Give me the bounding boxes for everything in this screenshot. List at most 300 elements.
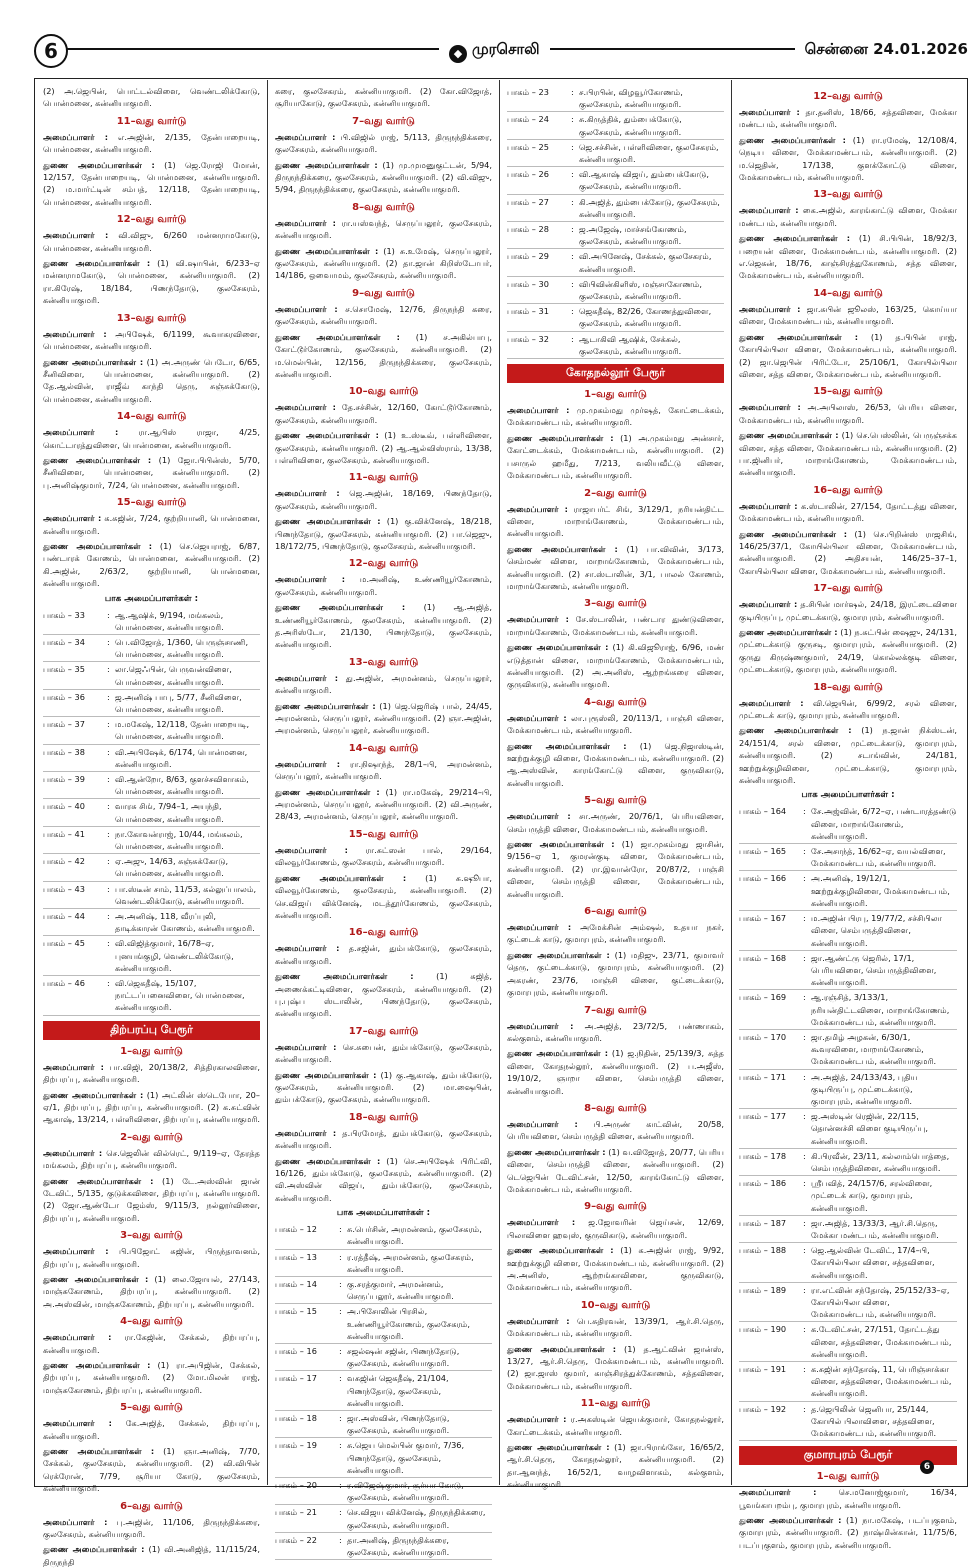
organizer-entry <box>507 1047 724 1097</box>
organizer-entry <box>275 515 492 552</box>
booth-row <box>43 690 260 717</box>
organizer-details: (1) ரா.மகேஷ், 29/214–பி, அரமன்னம், செருப்பலூர், கன்னியாகுமரி. (2) வி.அருண், 28/43, அரமன்னம், செருப்பலூர், கன்னியாகுமரி. <box>275 786 492 822</box>
organizer-entry <box>507 1118 724 1143</box>
organizer-details: (1) ஆ.அஜித், உண்ணியூர்கோணம், குலசேகரம், கன்னியாகுமரி. (2) த.அரிஸ்டோ, 21/130, பிணந்தோடு, குலசேகரம், கன்னியாகுமரி. <box>275 602 492 650</box>
role-label: அமைப்பாளர் : <box>275 303 338 314</box>
booth-number: பாகம் – 18 <box>275 1413 317 1424</box>
role-label: துணை அமைப்பாளர்கள் : <box>275 245 379 256</box>
booth-separator: : <box>107 938 110 949</box>
organizer-entry <box>507 1343 724 1393</box>
organizer-details: கரை, குலசேகரம், கன்னியாகுமரி. (2) கோ.விஜோத், சூரியாகோடு, குலசேகரம், கன்னியாகுமரி. <box>275 86 492 109</box>
booth-row <box>275 1411 492 1438</box>
ward-heading: 1–வது வார்டு <box>816 1471 880 1483</box>
organizer-entry <box>275 331 492 381</box>
organizer-entry <box>275 131 492 156</box>
role-label: துணை அமைப்பாளர்கள் : <box>739 134 846 145</box>
organizer-details: (1) நா.மகேஷ், படப்புகுளம், குமாரபுரம், கன்னியாகுமரி. (2) நாஷ்மின்கான், 11/75/6, படப்புகுளம், குமாரபுரம், கன்னியாகுமரி. <box>739 1515 957 1550</box>
organizer-entry <box>43 1245 260 1270</box>
organizer-entry <box>275 429 492 466</box>
booth-row <box>739 1243 957 1283</box>
booth-separator: : <box>571 251 574 262</box>
organizer-entry <box>507 1216 724 1241</box>
ward-heading: 10–வது வார்டு <box>580 1299 651 1311</box>
booth-organizer: க.டேவிட்சன், 27/151, தோட்டத்து விளை, சத்தவிளை, மேக்காமண்டபம், கன்னியாகுமரி. <box>811 1324 952 1359</box>
role-label: அமைப்பாளர் : <box>43 328 107 339</box>
role-label: துணை அமைப்பாளர்கள் : <box>43 1446 155 1457</box>
organizer-entry <box>43 540 260 590</box>
organizer-entry <box>739 1486 957 1511</box>
ward-heading: 14–வது வார்டு <box>116 411 187 423</box>
ward-heading: 3–வது வார்டு <box>584 598 647 610</box>
booth-number: பாகம் – 31 <box>507 306 549 317</box>
organizer-entry <box>43 454 260 491</box>
booth-row <box>275 1533 492 1560</box>
organizer-details: த.பிரமோத், தும்பக்கோடு, குலசேகரம், கன்னியாகுமரி. <box>275 1127 492 1151</box>
organizer-details: (1) சு.உமேஷ், செருப்பலூர், குலசேகரம், கன்னியாகுமரி. (2) தா.ஜான் கிறிஸ்டோபர், 14/186, ஒவைாமம், குலசேகரம், கன்னியாகுமரி. <box>275 245 492 281</box>
ward-heading: 17–வது வார்டு <box>813 583 883 595</box>
booth-row <box>507 277 724 304</box>
booth-organizer: அ.அனிஷ், 118, வீரப்புலி, தாடிக்காரன் கோணம், கன்னியாகுமரி. <box>115 911 255 934</box>
booth-organizer: நா.கோவன்ராஜ், 10/44, மங்கலம், பொன்மனை, கன்னியாகுமரி. <box>115 828 243 852</box>
booth-separator: : <box>571 278 574 289</box>
booth-row <box>739 1030 957 1070</box>
ward-heading: 9–வது வார்டு <box>584 1201 647 1213</box>
booth-row <box>507 112 724 139</box>
booth-separator: : <box>107 719 110 730</box>
organizer-entry <box>275 672 492 697</box>
booth-organizer: ஜ.அஜேஷ், மாச்சங்கோணம், குலசேகரம், கன்னியாகுமரி. <box>579 224 687 247</box>
role-label: துணை அமைப்பாளர்கள் : <box>275 971 414 982</box>
organizer-entry <box>507 949 724 999</box>
organizer-details: சா.அருண், 20/76/1, பெரியவிளை, செம்பருத்தி விளை, மேக்காமண்டபம், கன்னியாகுமரி. <box>507 811 724 834</box>
booth-separator: : <box>107 883 110 894</box>
booth-row <box>43 635 260 662</box>
organizer-details: கே.அஜித், சேக்கல், திற்பரப்பு, கன்னியாகுமரி. <box>43 1418 260 1441</box>
booth-number: பாகம் – 186 <box>739 1178 787 1189</box>
booth-separator: : <box>107 746 110 757</box>
booth-number: பாகம் – 35 <box>43 664 85 675</box>
paper-name <box>439 34 550 64</box>
organizer-entry <box>739 232 957 282</box>
organizer-entry <box>43 1445 260 1495</box>
booth-row <box>43 717 260 744</box>
booth-organizer: வி.அபிஷேக், 6/174, பொன்மனை, கன்னியாகுமரி. <box>115 746 248 769</box>
booth-number: பாகம் – 187 <box>739 1217 787 1228</box>
booth-separator: : <box>107 801 110 812</box>
booth-separator: : <box>803 873 806 884</box>
organizer-details: (1) ச.அகில்பாபு, கோட்டூர்கோணம், குலசேகரம், கன்னியாகுமரி. (2) ம.மெல்பின், 12/156, திருநந்திக்கரை, குலசேகரம், கன்னியாகுமரி. <box>275 331 493 379</box>
organizer-entry <box>507 432 724 482</box>
booth-row <box>739 1070 957 1110</box>
ward-heading: 8–வது வார்டு <box>584 1102 647 1114</box>
role-label: துணை அமைப்பாளர்கள் : <box>739 627 838 637</box>
booth-organizer: ஸ்ரீபவித், 24/157/6, சரல்விளை, முட்டைக் காடு, குமாரபுரம், கன்னியாகுமரி. <box>811 1178 933 1213</box>
booth-row <box>739 1176 957 1216</box>
booth-organizer: ஜா.அஜித், 13/33/3, ஆர்.சி.தெரு, மேக்கா மண்டபம், கன்னியாகுமரி. <box>811 1217 939 1240</box>
organizer-details: செ.ஜெலின் வில்ரெட், 9/119–ஏ, தேரத்த மங்கலம், திற்பரப்பு, கன்னியாகுமரி. <box>43 1147 260 1171</box>
role-label: அமைப்பாளர் : <box>739 1487 817 1498</box>
booth-row <box>275 1344 492 1371</box>
booth-organizer: பெ.விஜோத், 1/360, பெருஞ்சாணி, பொன்மனை, கன்னியாகுமரி. <box>115 637 249 660</box>
organizer-entry <box>275 844 492 869</box>
booth-separator: : <box>107 978 110 989</box>
booth-separator: : <box>339 1279 342 1290</box>
booth-row <box>43 882 260 909</box>
role-label: அமைப்பாளர் : <box>275 131 336 142</box>
organizer-entry <box>739 331 957 381</box>
organizer-entry <box>507 613 724 638</box>
booth-separator: : <box>803 913 806 924</box>
booth-number: பாகம் – 32 <box>507 333 549 344</box>
organizer-details: (1) கு.ஆகாஷ், தும்பக்கோடு, குலசேகரம், கன்னியாகுமரி. (2) மா.ஷைபின், தும்பக்கோடு, குலசேகரம், கன்னியாகுமரி. <box>275 1069 492 1105</box>
organizer-details: (1) வி.ஷாபின், 6/233–ஏ மன்னராமகோடு, பொன்மனை, கன்னியாகுமரி. (2) ரா.கிரேஷ், 18/184, பிணந்தோடு, குலசேகரம், கன்னியாகுமரி. <box>43 258 260 306</box>
role-label: துணை அமைப்பாளர்கள் : <box>739 331 858 342</box>
booth-organizer: ஜா.தமிழ் அழகன், 6/30/1, கூவரவிளை, மாறாங்கோணம், மேக்காமண்டபம், கன்னியாகுமரி. <box>811 1031 937 1067</box>
organizer-details: ச.சொமேஷ், 12/76, திருநந்தி கரை, குலசேகரம், கன்னியாகுமரி. <box>275 303 492 327</box>
booth-row <box>275 1371 492 1411</box>
booth-organizer: செ.விஜய விக்னேஷ், திருநந்திக்கரை, குலசேகரம், கன்னியாகுமரி. <box>347 1507 486 1530</box>
organizer-entry <box>507 1315 724 1340</box>
booth-separator: : <box>339 1373 342 1384</box>
organizer-entry <box>43 356 260 406</box>
organizer-details: (1) ஜெ.ரோஜி மோன், 12/157, தேன்பாறையடி, பொன்மனை, கன்னியாகுமரி. (2) ம.மார்ட்டின் சம்பத், 12/118, தேன்பாறையடி, பொன்மனை, கன்னியாகுமரி. <box>43 159 260 207</box>
booth-number: பாகம் – 42 <box>43 856 85 867</box>
ward-heading: 16–வது வார்டு <box>348 927 419 939</box>
booth-separator: : <box>571 87 574 97</box>
booth-row <box>275 1277 492 1304</box>
booth-separator: : <box>107 637 110 647</box>
masthead <box>34 34 968 66</box>
ward-heading: 15–வது வார்டு <box>348 828 419 840</box>
organizer-details: க.ஸ்டாலின், 27/154, தோட்டத்து விளை, மேக்காமண்டபம், கன்னியாகுமரி. <box>739 500 957 524</box>
organizer-entry <box>275 1155 492 1205</box>
booth-row <box>739 951 957 991</box>
organizer-entry <box>507 641 724 691</box>
booth-number: பாகம் – 22 <box>275 1534 317 1545</box>
organizer-details: (1) ஜா.முகம்மது ஜாசின், 9/156–ஏ 1, குமரன்குடி விளை, மேக்காமண்டபம், கன்னியாகுமரி. (2) ரா.இவான்ரோ, 20/87/2, பாஞ்சி விளை, செம்பருத்தி விளை, மேக்காமண்டபம், கன்னியாகுமரி. <box>507 839 724 899</box>
booth-separator: : <box>339 1413 342 1424</box>
organizer-details: சே.ஸ்டாலின், பண்டார துண்டுவிளை, மாறாங்கோணம், மேக்காமண்டபம், கன்னியாகுமரி. <box>507 614 724 637</box>
organizer-details: தா.தனிஸ், 18/66, சத்தவிளை, மேக்கா மண்டபம், கன்னியாகுமரி. <box>739 107 957 130</box>
organizer-entry <box>43 85 260 110</box>
organizer-details: தே.சச்சின், 12/160, கோட்டூர்கோணம், குலசேகரம், கன்னியாகுமரி. <box>275 402 492 425</box>
role-label: அமைப்பாளர் : <box>739 303 801 314</box>
booth-organizer: ம.மகேஷ், 12/118, தேன்பாறையடி, பொன்மனை, கன்னியாகுமரி. <box>115 719 250 742</box>
booth-organizer: சு.பெர்சின், அரமன்னம், குலசேகரம், கன்னியாகுமரி. <box>347 1224 482 1247</box>
organizer-details: (1) ரா.அபிஜின், சேக்கல், திற்பரப்பு, கன்னியாகுமரி. (2) மோ.மிலன் ராஜ், மாஞ்சுகோணம், திற்பரப்பு, கன்னியாகுமரி. <box>43 1360 260 1395</box>
role-label: துணை அமைப்பாளர்கள் : <box>507 949 610 960</box>
booth-separator: : <box>571 306 574 317</box>
booth-separator: : <box>339 1440 342 1451</box>
organizer-details: (1) டே.அஸ்வின் ஜான் டேவிட், 5/135, குடுக்கவிளை, திற்பரப்பு, கன்னியாகுமரி. (2) ஜோ.ஆண்டோ ஜேம்ஸ், 9/115/3, நல்லூர்விளை, திற்பரப்பு, கன்னியாகுமரி. <box>43 1175 260 1223</box>
organizer-details: (1) சி.பிபின், 18/92/3, பறையன் விளை, மேக்காமண்டபம், கன்னியாகுமரி. (2) எ.ஜெகன், 18/76, காஞ்சிரத்துகோணம், சத்த விளை, மேக்காமண்டபம், கன்னியாகுமரி. <box>739 233 957 281</box>
booth-row <box>739 911 957 951</box>
organizer-entry <box>739 429 957 479</box>
organizer-entry <box>275 245 492 282</box>
booth-row <box>43 976 260 1016</box>
organizer-entry <box>275 1041 492 1066</box>
organizer-details: (1) த.பிபின் ராஜ், கோயில்பிலா விளை, மேக்காமண்டபம், கன்னியாகுமரி. (2) ஜா.ஜெபின் பிரிட்டோ, 25/106/1, கோயில்பிலா விளை, சத்த விளை, மேக்காமண்டபம், கன்னியாகுமரி. <box>739 331 957 379</box>
booth-organizer: சே.அஜ்வின், 6/72–ஏ, பண்டாரத்தண்டு விளை, மாறாங்கோணம், கன்னியாகுமரி. <box>811 806 957 841</box>
booth-row <box>275 1438 492 1478</box>
organizer-entry <box>507 543 724 593</box>
role-label: அமைப்பாளர் : <box>739 402 801 413</box>
booth-row <box>507 249 724 276</box>
booth-number: பாகம் – 45 <box>43 938 85 949</box>
organizer-details: ர.அகஸ்டின் ஜெயக்குமார், கோதநல்லூர், கோட்டைக்கம், கன்னியாகுமரி. <box>507 1414 724 1437</box>
organizer-details: பா.விஜி, 20/138/2, சித்திரகாலவிளை, திற்பரப்பு, கன்னியாகுமரி. <box>43 1061 260 1085</box>
ward-heading: 9–வது வார்டு <box>352 287 415 299</box>
booth-organizer: கி.பிரவீன், 23/11, கல்லாம்பொத்தை, செம்பருத்திவிளை, கன்னியாகுமரி. <box>811 1150 950 1173</box>
booth-organizer: சே.அசாந்த், 16/62–ஏ, வயல்விளை, மேக்காமண்டபம், கன்னியாகுமரி. <box>811 846 946 869</box>
organizer-entry <box>507 1244 724 1294</box>
booth-separator: : <box>107 664 110 675</box>
booth-separator: : <box>571 196 574 207</box>
organizer-entry <box>739 528 957 578</box>
role-label: அமைப்பாளர் : <box>43 230 109 241</box>
ward-heading: 13–வது வார்டு <box>348 656 419 668</box>
organizer-entry <box>43 229 260 254</box>
organizer-entry <box>43 1273 260 1310</box>
booth-row <box>739 1322 957 1362</box>
column-4 <box>732 80 964 1550</box>
organizer-details: பி.விஜில் ராஜ், 5/113, திருநந்திக்கரை, குலசேகரம், கன்னியாகுமரி. <box>275 131 492 155</box>
role-label: துணை அமைப்பாளர்கள் : <box>275 786 380 797</box>
organizer-entry <box>43 328 260 353</box>
booth-separator: : <box>107 609 110 620</box>
organizer-details: த.சிபின் மார்ஷல், 24/18, இரட்டைவிளை குடியிருப்பு, முட்டைக்காடு, குமாரபுரம், கன்னியாகுமரி. <box>739 599 957 622</box>
booth-row <box>739 844 957 871</box>
ward-heading: 12–வது வார்டு <box>348 558 419 570</box>
organizer-entry <box>275 159 492 196</box>
booth-organizer: ஜ.அனிஷ் பாபு, 5/77, சீனிவிளை, பொன்மனை, கன்னியாகுமரி. <box>115 691 242 715</box>
booth-organizer: ரா.எட்வின் சந்தோஷ், 25/152/33–ஏ, கோயில்பிலா விளை, மேக்காமண்டபம், கன்னியாகுமரி. <box>811 1284 950 1320</box>
booth-separator: : <box>803 952 806 963</box>
booth-separator: : <box>339 1507 342 1518</box>
role-label: துணை அமைப்பாளர்கள் : <box>275 430 379 441</box>
organizer-entry <box>275 1069 492 1106</box>
role-label: அமைப்பாளர் : <box>275 574 345 585</box>
organizer-details: பி.பிஜோட் சுஜின், பிருந்தாவனம், திற்பரப்பு, கன்னியாகுமரி. <box>43 1246 260 1269</box>
role-label: துணை அமைப்பாளர்கள் : <box>275 872 407 883</box>
role-label: துணை அமைப்பாளர்கள் : <box>507 1442 610 1453</box>
organizer-details: (1) க.அஜின் ராஜ், 9/92, ஊற்றுக்குழி விளை, மேக்காமண்டபம், கன்னியாகுமரி. (2) அ.அனிஸ், ஆற்றங்காவிளை, குருவிகாடு, மேக்காமண்டபம், கன்னியாகுமரி. <box>507 1245 724 1293</box>
role-label: அமைப்பாளர் : <box>507 712 567 723</box>
booth-organizer: பா.ஸ்டீன் சாம், 11/53, கல்லுப்பாலம், வெண்டலிக்கோடு, கன்னியாகுமரி. <box>115 883 257 906</box>
organizer-details: பி.அருண் காட்வின், 20/58, பெரியவிளை, செம்பருத்தி விளை, கன்னியாகுமரி. <box>507 1118 724 1142</box>
organizer-details: (1) அட்லின் ஸ்டெபோா, 20–ஏ/1, திற்பரப்பு, திற்பரப்பு, கன்னியாகுமரி. (2) க.சுட்வின் ஆகாஷ், 13/214, பள்ளிவிளை, திற்பரப்பு, கன்னியாகுமரி. <box>43 1089 261 1125</box>
role-label: துணை அமைப்பாளர்கள் : <box>739 725 852 736</box>
booth-row <box>43 662 260 689</box>
booth-number: பாகம் – 36 <box>43 691 85 702</box>
booth-number: பாகம் – 26 <box>507 169 549 180</box>
ward-heading: 4–வது வார்டு <box>584 696 647 708</box>
booth-organizer: சு.கிருத்திக், தும்பைக்கோடு, குலசேகரம், கன்னியாகுமரி. <box>579 114 682 137</box>
booth-organizer: த.ஜெபிலின் ஜெனிபா, 25/144, கோயில் பிலாவிளை, சத்தவிளை, மேக்காமண்டபம், கன்னியாகுமரி. <box>811 1403 937 1439</box>
role-label: துணை அமைப்பாளர்கள் : <box>43 1089 144 1100</box>
organizer-details: (1) ஜா.பிராங்கோ, 16/65/2, ஆர்.சி.தெரு, கோதநல்லூர், கன்னியாகுமரி. (2) தா.ஆனந்த், 16/52/1, வாழவிளாகம், கல்குளம், கன்னியாகுமரி. <box>507 1442 724 1490</box>
role-label: அமைப்பாளர் : <box>275 402 336 413</box>
ward-heading: 16–வது வார்டு <box>813 484 883 496</box>
role-label: துணை அமைப்பாளர்கள் : <box>507 1146 606 1157</box>
booth-separator: : <box>107 774 110 785</box>
booth-separator: : <box>339 1480 342 1491</box>
organizer-entry <box>43 1089 260 1126</box>
role-label: துணை அமைப்பாளர்கள் : <box>43 1273 149 1284</box>
role-label: துணை அமைப்பாளர்கள் : <box>275 1155 381 1166</box>
booth-separator: : <box>571 169 574 180</box>
role-label: அமைப்பாளர் : <box>739 697 804 708</box>
role-label: துணை அமைப்பாளர்கள் : <box>43 1544 145 1555</box>
organizer-details: வி.விஜு, 6/260 மன்னராமகோடு, பொன்மனை, கன்னியாகுமரி. <box>43 230 260 253</box>
ward-heading: 11–வது வார்டு <box>116 115 187 127</box>
organizer-entry <box>739 401 957 426</box>
role-label: துணை அமைப்பாளர்கள் : <box>507 642 609 653</box>
booth-organizer: அ.பிசோலின் பிரசில், உண்ணியூர்கோணம், குலசேகரம், கன்னியாகுமரி. <box>347 1306 470 1341</box>
organizer-details: (1) த.ஆட்வின் ஜான்ஸ், 13/27, ஆர்.சி.தெரு, மேக்காமண்டபம், கன்னியாகுமரி. (2) ஜா.ஜாஸ் குமார், காஞ்சிரத்துக்கோணம், சத்தவிளை, மேக்காமண்டபம், கன்னியாகுமரி. <box>507 1343 724 1391</box>
booth-separator: : <box>571 333 574 344</box>
organizer-details: (1) மதிஜு, 23/71, குமாவர் தெரு, குட்டைக்காடு, குமாரபுரம், கன்னியாகுமரி. (2) அகரண், 23/76, மாஞ்சி விளை, குட்டைக்காடு, குமாரபுரம், கன்னியாகுமரி. <box>507 949 724 998</box>
booth-row <box>507 140 724 167</box>
booth-organizer: விபிவின்கிளிஸ், மஞ்சாகோணம், குலசேகரம், கன்னியாகுமரி. <box>579 278 702 302</box>
role-label: துணை அமைப்பாளர்கள் : <box>43 356 144 367</box>
organizer-details: ராஜாபர்ட் சிங், 3/129/1, நரியன்திட்ட விளை, மாறாங்கோணம், மேக்காமண்டபம், கன்னியாகுமரி. <box>507 503 724 539</box>
booth-number: பாகம் – 164 <box>739 806 787 817</box>
role-label: அமைப்பாளர் : <box>739 107 800 117</box>
organizer-entry <box>43 1331 260 1356</box>
role-label: அமைப்பாளர் : <box>739 205 799 216</box>
booth-number: பாகம் – 46 <box>43 978 85 989</box>
booth-number: பாகம் – 27 <box>507 196 549 207</box>
booth-number: பாகம் – 168 <box>739 952 787 963</box>
booth-row <box>43 772 260 799</box>
ward-heading: 12–வது வார்டு <box>813 91 883 102</box>
role-label: துணை அமைப்பாளர்கள் : <box>43 1360 151 1370</box>
organizer-entry <box>739 500 957 525</box>
organizer-entry <box>275 303 492 328</box>
organizer-details: கை.அஜில், காரங்காட்டு விளை, மேக்கா மண்டபம், கன்னியாகுமரி. <box>739 205 957 228</box>
ward-heading: 15–வது வார்டு <box>813 386 883 398</box>
role-label: அமைப்பாளர் : <box>739 500 798 511</box>
booth-number: பாகம் – 21 <box>275 1507 317 1518</box>
organizer-entry <box>507 838 724 900</box>
booth-number: பாகம் – 30 <box>507 278 549 289</box>
booth-row <box>739 1362 957 1402</box>
booth-number: பாகம் – 169 <box>739 992 787 1003</box>
town-panchayat-banner: குமாரபுரம் பேரூர் <box>739 1446 957 1465</box>
booth-number: பாகம் – 39 <box>43 774 85 785</box>
role-label: அமைப்பாளர் : <box>275 672 339 683</box>
organizer-details: (1) ந.ஜான் நிக்ஸ்டன், 24/151/4, சரல் விளை, முட்டைக்காடு, குமாரபுரம், கன்னியாகுமரி. (2) சடாங்வின், 24/181, ஊற்றுக்குழிவிளை, முட்டைக்காடு, குமாரபுரம், கன்னியாகுமரி. <box>739 725 957 786</box>
booth-separator: : <box>339 1251 342 1262</box>
booth-number: பாகம் – 189 <box>739 1284 787 1295</box>
booth-number: பாகம் – 28 <box>507 224 549 235</box>
booth-separator: : <box>107 828 110 839</box>
booth-row <box>43 827 260 854</box>
ward-heading: 2–வது வார்டு <box>584 487 647 499</box>
ward-heading: 2–வது வார்டு <box>120 1131 183 1143</box>
ward-heading: 8–வது வார்டு <box>352 201 415 213</box>
organizer-entry <box>739 204 957 229</box>
booth-number: பாகம் – 29 <box>507 251 549 262</box>
booth-number: பாகம் – 44 <box>43 911 85 922</box>
booth-row <box>739 804 957 844</box>
role-label: அமைப்பாளர் : <box>43 427 119 438</box>
organizer-details: (1) பா.விவின், 3/173, செம்மண் விளை, மாறாங்கோணம், மேக்காமண்டபம், கன்னியாகுமரி. (2) சா.ஸ்டாலின், 3/1, பாலல் கோணம், மாறாங்கோணம், கன்னியாகுமரி. <box>507 543 725 591</box>
organizer-entry <box>507 1146 724 1196</box>
booth-separator: : <box>803 1150 806 1161</box>
role-label: அமைப்பாளர் : <box>507 1414 567 1425</box>
booth-organizer: வசுஜின் ஜெகதீஷ், 21/104, பிணந்தோடு, குலசேகரம், கன்னியாகுமரி. <box>347 1373 449 1408</box>
role-label: அமைப்பாளர் : <box>507 503 568 514</box>
booth-separator: : <box>803 1403 806 1414</box>
role-label: துணை அமைப்பாளர்கள் : <box>507 432 614 443</box>
organizer-entry <box>739 598 957 623</box>
role-label: துணை அமைப்பாளர்கள் : <box>275 159 378 170</box>
organizer-details: (1) அ.முகம்மது அன்சார், கோட்டைக்கம், மேக்காமண்டபம், கன்னியாகுமரி. (2) பசாருல் ஹமீது, 7/213, வலியவீட்டு விளை, மேக்காமண்டபம், கன்னியாகுமரி. <box>507 432 724 481</box>
organizer-entry <box>275 85 492 110</box>
ward-heading: 7–வது வார்டு <box>352 115 415 127</box>
role-label: துணை அமைப்பாளர்கள் : <box>275 516 381 527</box>
booth-separator: : <box>803 1178 806 1189</box>
role-label: அமைப்பாளர் : <box>43 1246 109 1257</box>
booth-separator: : <box>339 1534 342 1545</box>
booth-number: பாகம் – 17 <box>275 1373 317 1384</box>
ward-heading: 11–வது வார்டு <box>348 472 419 484</box>
organizer-details: (1) வ.விஜோத், 20/77, பெரிய விளை, செம்பருத்தி விளை, கன்னியாகுமரி. (2) டெஜெபின் டேவிட்சன், 12/50, காரங்கோட்டு விளை, மேக்காமண்டபம், கன்னியாகுமரி. <box>507 1146 724 1194</box>
organizer-entry <box>507 1441 724 1491</box>
ward-heading: 3–வது வார்டு <box>120 1230 183 1242</box>
ward-heading: 13–வது வார்டு <box>116 312 187 324</box>
role-label: அமைப்பாளர் : <box>275 943 340 954</box>
ward-heading: 5–வது வார்டு <box>584 795 647 807</box>
role-label: அமைப்பாளர் : <box>275 217 336 228</box>
booth-organizer: அ.அஜித், 24/133/43, புதிய குடியிருப்பு, முட்டைக்காடு, குமாரபுரம், கன்னியாகுமரி. <box>811 1071 918 1106</box>
organizer-entry <box>43 512 260 537</box>
role-label: துணை அமைப்பாளர்கள் : <box>507 1048 608 1059</box>
organizer-entry <box>739 303 957 328</box>
organizer-details: அமேக்சின் அம்ஷல், உதயா நகர், குட்டைக் காடு, குமாரபுரம், கன்னியாகுமரி. <box>507 922 724 945</box>
booth-separator: : <box>803 1111 806 1122</box>
organizer-entry <box>43 159 260 209</box>
organizer-entry <box>739 134 957 184</box>
organizer-details: (1) ஜ.நிதின், 25/139/3, சுத்த விளை, கோதநல்லூர், கன்னியாகுமரி. (2) ப.அஜீஸ், 19/10/2, ஞாறா விளை, செம்பருத்தி விளை, கன்னியாகுமரி. <box>507 1048 724 1096</box>
booth-row <box>739 1149 957 1176</box>
booth-separator: : <box>803 1217 806 1228</box>
role-label: அமைப்பாளர் : <box>43 1332 112 1343</box>
organizer-details: அ.அஜித், 23/72/5, பண்ணாகம், கல்குளம், கன்னியாகுமரி. <box>507 1020 724 1043</box>
booth-row <box>507 85 724 112</box>
booth-separator: : <box>571 224 574 235</box>
booth-number: பாகம் – 178 <box>739 1150 787 1161</box>
booth-number: பாகம் – 40 <box>43 801 85 812</box>
organizer-entry <box>507 740 724 790</box>
organizer-entry <box>507 1413 724 1438</box>
organizer-details: (1) வி.அனிஜித், 11/115/24, திருநந்தி <box>43 1544 260 1567</box>
booth-number: பாகம் – 23 <box>507 87 549 97</box>
organizer-details: ம.அனிஷ், உண்ணியூர்கோணம், குலசேகரம், கன்னியாகுமரி. <box>275 574 492 597</box>
organizer-entry <box>275 487 492 512</box>
organizer-entry <box>739 626 957 676</box>
booth-number: பாகம் – 41 <box>43 828 85 839</box>
ward-heading: 18–வது வார்டு <box>348 1111 419 1123</box>
ward-heading: 11–வது வார்டு <box>580 1398 651 1410</box>
booth-number: பாகம் – 166 <box>739 873 787 884</box>
organizer-entry <box>739 1514 957 1551</box>
organizer-entry <box>43 1175 260 1225</box>
ward-heading: 6–வது வார்டு <box>120 1500 183 1512</box>
booth-organizer: தா.அனிஷ், திருநந்திக்கரை, குலசேகரம், கன்னியாகுமரி. <box>347 1534 450 1558</box>
